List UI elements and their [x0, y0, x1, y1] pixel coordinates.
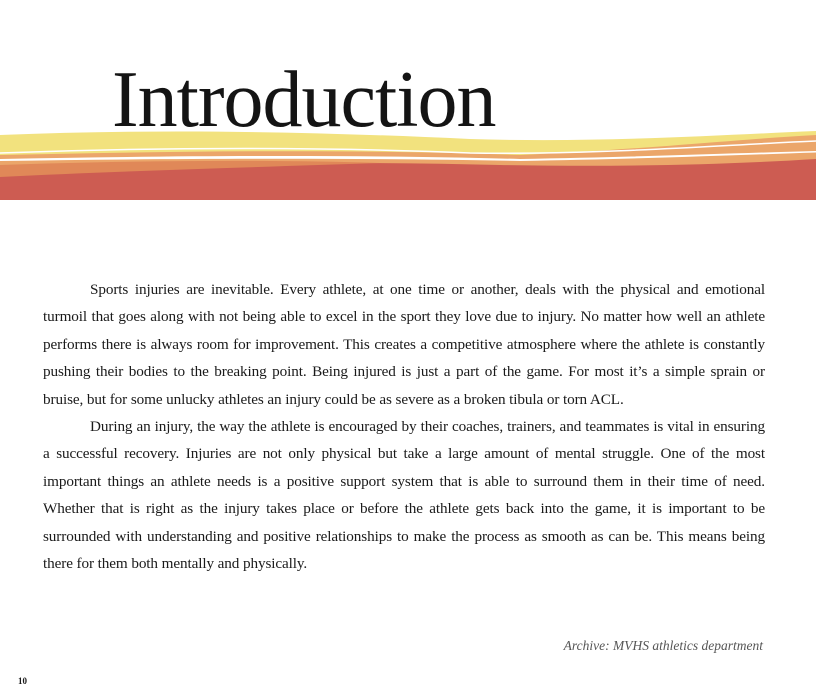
- page-number: 10: [18, 676, 27, 686]
- article-paragraph: Sports injuries are inevitable. Every athlete, at one time or another, deals with the physical and emotional turmoil that goes along with not being able to excel in the sport they love due to injury. No matter how well an athlete performs there is always room for improvement. This creates a competitive atmosphere where the athlete is constantly pushing their bodies to the breaking point. Being injured is just a part of the game. For most it’s a simple sprain or bruise, but for some unlucky athletes an injury could be as severe as a broken tibula or torn ACL.: [43, 281, 765, 408]
- article-body: [43, 276, 765, 577]
- page-title: Introduction: [112, 56, 496, 144]
- photo-credit: Archive: MVHS athletics department: [563, 638, 763, 653]
- article-paragraph: During an injury, the way the athlete is encouraged by their coaches, trainers, and teammates is vital in ensuring a successful recovery. Injuries are not only physical but take a large amount of mental struggle. One of the most important things an athlete needs is a positive support system that is able to surround them in their time of need. Whether that is right as the injury takes place or before the athlete gets back into the game, it is important to be surrounded with understanding and positive relationships to make the process as smooth as can be. This means being there for them both mentally and physically.: [43, 418, 765, 573]
